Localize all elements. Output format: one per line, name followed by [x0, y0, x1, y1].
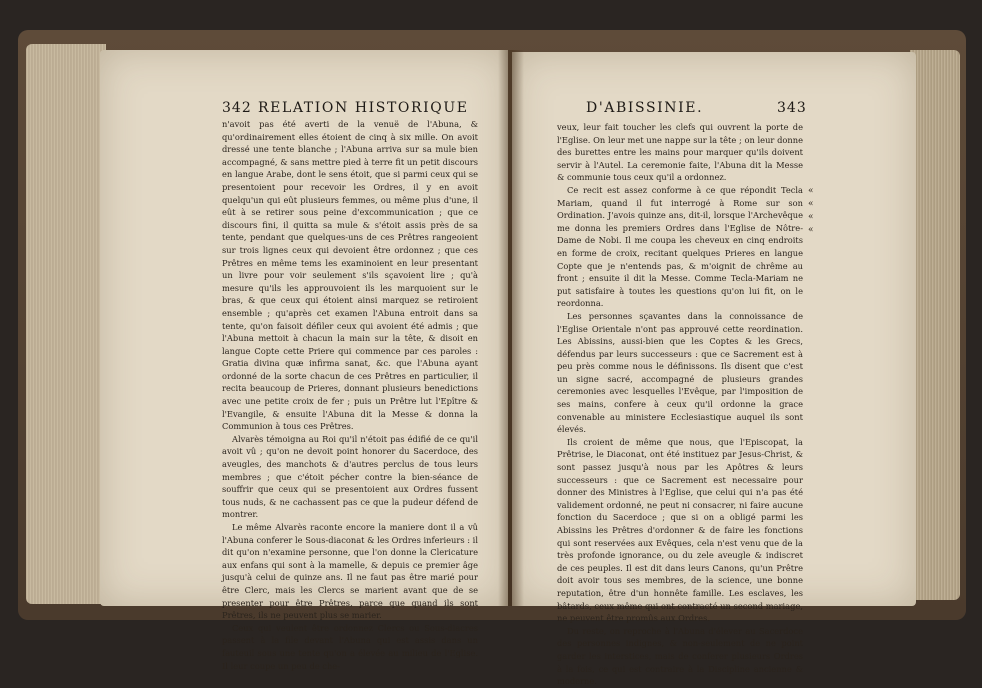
left-page-number: 342 [222, 100, 252, 116]
paragraph: Ils croient de même que nous, que l'Episcopat, la Prêtrise, le Diaconat, ont été instituez par Jesus-Christ, & sont passez jusqu'à nous par les Apôtres & leurs successeurs : que ce Sacrement est necessaire pour donner des Ministres à l'Eglise, que celui qui n'a pas été validement ordonné, ne peut ni consacrer, ni faire aucune fonction du Sacerdoce ; que si on a obligé parmi les Abissins les Prêtres d'ordonner & de faire les fonctions qui sont reservées aux Evêques, cela n'est venu que de la très profonde ignorance, ou du zele aveugle & indiscret de ces peuples. Il est dit dans leurs Canons, qu'un Prêtre doit avoir tous ses membres, de la science, une bonne reputation, être d'un honnête famille. Les esclaves, les bâtards, ceux même qui ont contracté un second mariage, ne peuvent être promûs aux Ordres. [557, 436, 803, 624]
right-running-title: D'ABISSINIE. [586, 100, 704, 116]
margin-quote-marks [808, 185, 816, 237]
paragraph: veux, leur fait toucher les clefs qui ouvrent la porte de l'Eglise. On leur met une nappe sur la tête ; on leur donne des burettes entre les mains pour marquer qu'ils doivent servir à l'Autel. La ceremonie faite, l'Abuna dit la Messe & communie tous ceux qu'il a ordonnez. [557, 122, 803, 183]
paragraph: Le même Alvarès raconte encore la maniere dont il a vû l'Abuna conferer le Sous-diaconat & les Ordres inferieurs : il dit qu'on n'examine personne, que l'on donne la Clericature aux enfans qui sont à la mamelle, & depuis ce premier âge jusqu'à celui de quinze ans. Il ne faut pas être marié pour être Clerc, mais les Clercs se marient avant que de se presenter pour être Prêtres, parce que quand ils sont Prêtres, ils ne peuvent plus se marier. [222, 522, 478, 621]
quote-mark: « [808, 199, 814, 209]
right-page-number: 343 [777, 100, 807, 116]
quote-mark: « [808, 212, 814, 222]
paragraph: Ce recit est assez conforme à ce que répondit Tecla Mariam, quand il fut interrogé à Rome sur son Ordination. J'avois quinze ans, dit-il, lorsque l'Archevêque me donna les premiers Ordres dans l'Eglise de Nôtre-Dame de Nobi. Il me coupa les cheveux en cinq endroits en forme de croix, recitant quelques Prieres en langue Copte que je n'entends pas, & m'oignit de chrême au front ; ensuite il dit la Messe. Comme Tecla-Mariam ne put satisfaire à toutes les questions qu'on lui fit, on le reordonna. [557, 184, 803, 309]
quote-mark: « [808, 186, 814, 196]
page-edges-left [26, 44, 106, 604]
page-edges-right [910, 50, 960, 600]
paragraph: Alvarès témoigna au Roi qu'il n'étoit pas édifié de ce qu'il avoit vû ; qu'on ne devoit point honorer du Sacerdoce, des aveugles, des manchots & d'autres perclus de tous leurs membres ; que c'étoit pécher contre la bien-séance de souffrir que ceux qui se presentoient aux Ordres fussent tous nuds, & ne cachassent pas ce que la pudeur défend de montrer. [222, 433, 478, 520]
paragraph: Les personnes sçavantes dans la connoissance de l'Eglise Orientale n'ont pas approuvé cette reordination. Les Abissins, aussi-bien que les Coptes & les Grecs, défendus par leurs successeurs : que ce Sacrement est à peu près comme nous le définissons. Ils disent que c'est un signe sacré, accompagné de plusieurs grandes ceremonies avec lesquelles l'Evêque, par l'imposition de ses mains, confere à ceux qu'il ordonne la grace convenable au ministere Ecclesiastique auquel ils sont élevés. [557, 310, 803, 435]
paragraph: Ceux qui veulent être ordonnez Clercs ou Sous-diacres passent à la file devant l'Abuna qui est assis dans un fauteuil sous une tente qu'on a élevée au milieu de l'Eglise. Il leur coupe un peu de che- [222, 622, 478, 671]
paragraph: Du reste, on reproche à l'Abuna d'élever au Sacerdoce des personnes indignes, & non-seulement de ne point garder les interstices, mais de conferer plusieurs Ordres à la fois, ce qui est contraire à la Discipline ancienne & moderne. [557, 625, 803, 687]
quote-mark: « [808, 225, 814, 235]
left-running-title: RELATION HISTORIQUE [258, 100, 469, 116]
right-page-text [557, 121, 803, 688]
left-page-text [222, 118, 478, 672]
paragraph: n'avoit pas été averti de la venuë de l'Abuna, & qu'ordinairement elles étoient de cinq à six mille. On avoit dressé une tente blanche ; l'Abuna arriva sur sa mule bien accompagné, & sans mettre pied à terre fit un petit discours en langue Arabe, dont le sens étoit, que si parmi ceux qui se presentoient pour recevoir les Ordres, il y en avoit quelqu'un qui eût plusieurs femmes, ou même plus d'une, il eût à se retirer sous peine d'excommunication ; que ce discours fini, il quitta sa mule & s'étoit assis près de sa tente, pendant que quelques-uns de ces Prêtres rangeoient sur trois lignes ceux qui devoient être ordonnez ; que ces Prêtres en même tems les examinoient en leur presentant un livre pour voir seulement s'ils sçavoient lire ; qu'à mesure qu'ils les approuvoient ils les marquoient sur le bras, & que ceux qui étoient ainsi marquez se retiroient ensemble ; qu'après cet examen l'Abuna entroit dans sa tente, qu'on faisoit défiler ceux qui avoient été admis ; que l'Abuna mettoit à chacun la main sur la tête, & disoit en langue Copte cette Priere qui commence par ces paroles : Gratia divina quæ infirma sanat, &c. que l'Abuna ayant ordonné de la sorte chacun de ces Prêtres en particulier, il recita beaucoup de Prieres, donnant plusieurs benedictions avec une petite croix de fer ; puis un Prêtre lut l'Epître & l'Evangile, & ensuite l'Abuna dit la Messe & donna la Communion à tous ces Prêtres. [222, 119, 478, 432]
book-gutter [498, 50, 524, 606]
